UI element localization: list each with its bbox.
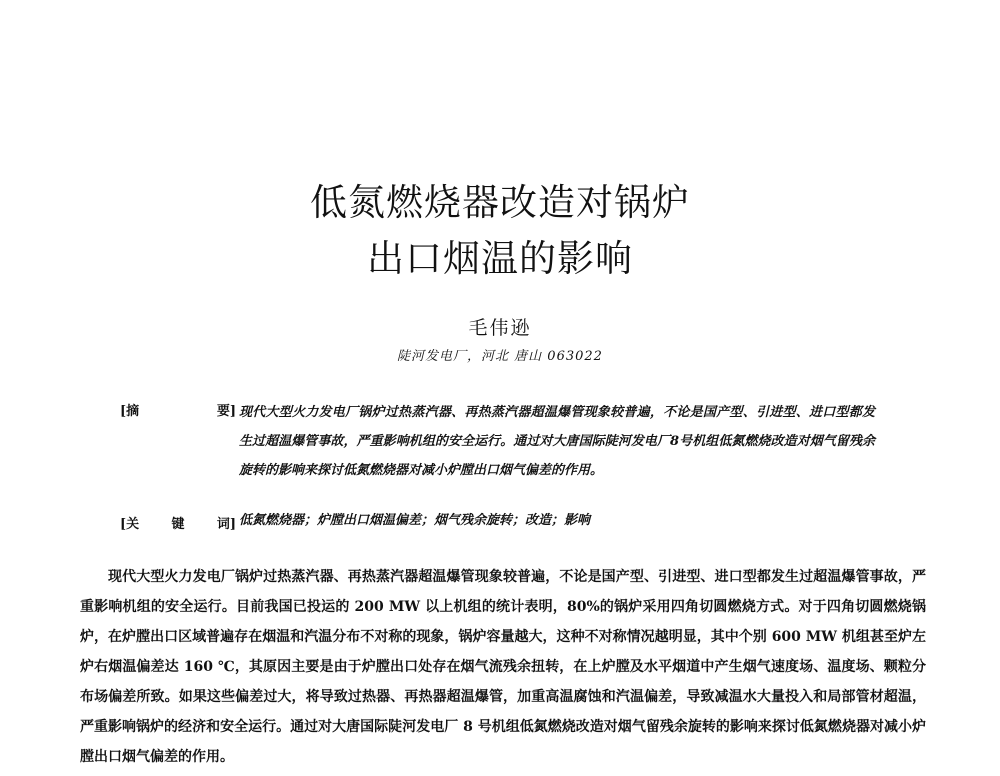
author-name: 毛伟逊 <box>468 317 532 339</box>
keywords-label-part-2: 键 <box>171 517 185 532</box>
abstract-text: 现代大型火力发电厂锅炉过热蒸汽器、再热蒸汽器超温爆管现象较普遍，不论是国产型、引进型、进口型都发生过超温爆管事故，严重影响机组的安全运行。通过对大唐国际陡河发电厂8号机组低氮燃烧改造对烟气留残余旋转的影响来探讨低氮燃烧器对减小炉膛出口烟气偏差的作用。 <box>239 405 875 478</box>
keywords-label-part-3: 词] <box>216 517 236 532</box>
keywords-label <box>120 513 236 532</box>
paper-title-line-1: 低氮燃烧器改造对锅炉 <box>310 181 690 224</box>
abstract-label-close: 要] <box>216 404 236 419</box>
keywords-label-part-1: [关 <box>120 517 140 532</box>
paper-title-line-2: 出口烟温的影响 <box>367 237 633 280</box>
keywords-text: 低氮燃烧器；炉膛出口烟温偏差；烟气残余旋转；改造；影响 <box>239 513 591 528</box>
author-affiliation: 陡河发电厂，河北 唐山 063022 <box>397 349 603 364</box>
body-paragraph: 现代大型火力发电厂锅炉过热蒸汽器、再热蒸汽器超温爆管现象较普遍，不论是国产型、引进型、进口型都发生过超温爆管事故，严重影响机组的安全运行。目前我国已投运的 200 MW 以上机组的统计表明，80%的锅炉采用四角切圆燃烧方式。对于四角切圆燃烧锅炉，在炉膛出口区域普遍存在烟温和汽温分布不对称的现象，锅炉容量越大，这种不对称情况越明显，其中个别 600 MW 机组甚至炉左炉右烟温偏差达 160 ℃，其原因主要是由于炉膛出口处存在烟气流残余扭转，在上炉膛及水平烟道中产生烟气速度场、温度场、颗粒分布场偏差所致。如果这些偏差过大，将导致过热器、再热器超温爆管，加重高温腐蚀和汽温偏差，导致减温水大量投入和局部管材超温，严重影响锅炉的经济和安全运行。通过对大唐国际陡河发电厂 8 号机组低氮燃烧改造对烟气留残余旋转的影响来探讨低氮燃烧器对减小炉膛出口烟气偏差的作用。 <box>80 569 926 765</box>
abstract-label-open: [摘 <box>120 404 140 419</box>
abstract-label <box>120 400 236 419</box>
